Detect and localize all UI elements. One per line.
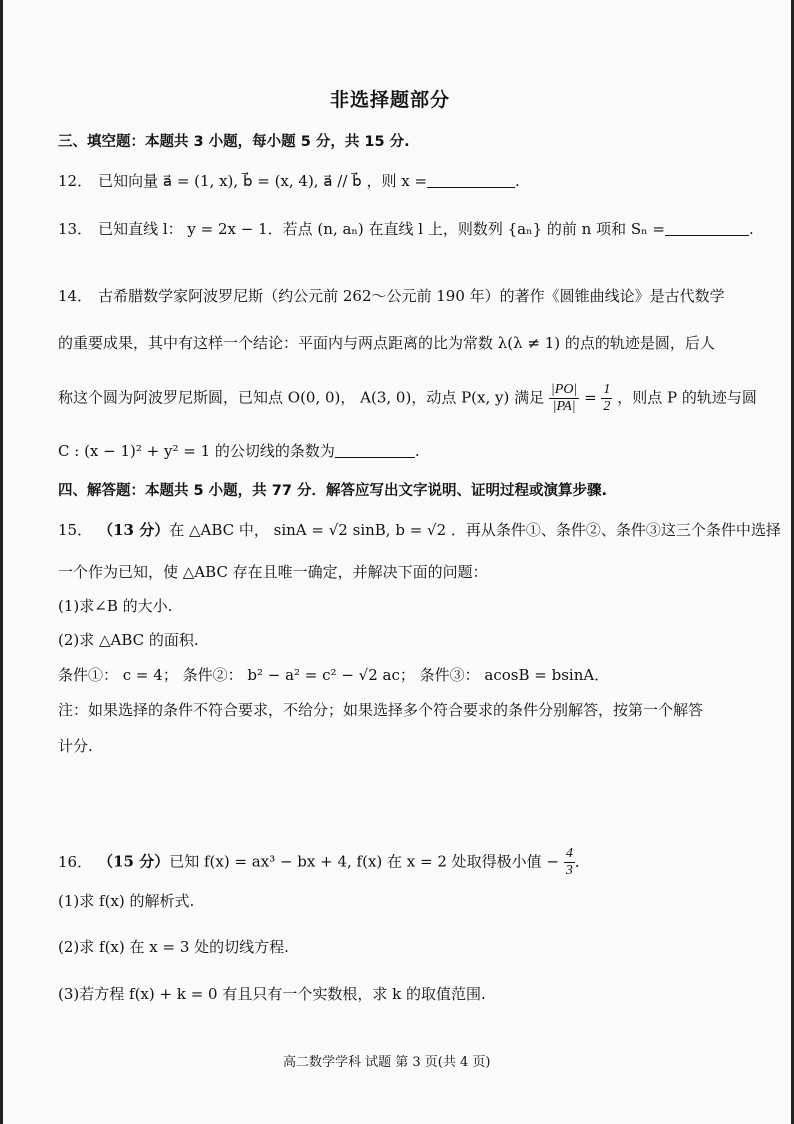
question-text: 称这个圆为阿波罗尼斯圆，已知点 O(0, 0)， A(3, 0)，动点 P(x, y) 满足	[58, 388, 545, 407]
question-15-part-1: (1)求∠B 的大小.	[58, 597, 173, 615]
question-score: （13 分）	[98, 521, 170, 539]
fraction-four-thirds	[564, 846, 575, 879]
question-15-note-2: 计分.	[58, 737, 93, 755]
answer-blank	[427, 173, 515, 188]
question-15-line-1	[58, 520, 781, 540]
fraction-one-half	[601, 382, 612, 415]
fraction-denominator: |PA|	[552, 399, 576, 414]
question-number: 15．	[58, 521, 93, 539]
answer-blank	[665, 221, 749, 236]
page-footer: 高二数学学科 试题 第 3 页(共 4 页)	[283, 1055, 491, 1070]
question-14-line-2: 的重要成果，其中有这样一个结论：平面内与两点距离的比为常数 λ(λ ≠ 1) 的点的轨迹是圆，后人	[58, 334, 715, 352]
question-15-line-2: 一个作为已知，使 △ABC 存在且唯一确定，并解决下面的问题：	[58, 563, 488, 581]
question-text: 已知 f(x) = ax³ − bx + 4, f(x) 在 x = 2 处取得极小值 −	[169, 852, 560, 871]
question-13	[58, 219, 754, 239]
question-number: 12．	[58, 172, 93, 190]
fraction-denominator: 3	[565, 863, 573, 878]
page-title: 非选择题部分	[330, 89, 451, 111]
question-16-line-1	[58, 846, 590, 879]
fraction-numerator: 1	[603, 382, 611, 397]
fraction-denominator: 2	[603, 399, 611, 414]
question-text: 在 △ABC 中， sinA = √2 sinB, b = √2 ．再从条件①、条件②、条件③这三个条件中选择	[169, 521, 781, 539]
question-16-part-2: (2)求 f(x) 在 x = 3 处的切线方程.	[58, 938, 289, 956]
question-tail: .	[414, 442, 420, 460]
section-3-header: 三、填空题：本题共 3 小题，每小题 5 分，共 15 分.	[58, 134, 410, 150]
question-text: 已知向量 a⃗ = (1, x), b⃗ = (x, 4), a⃗ // b⃗ ，则 x =	[98, 172, 428, 190]
question-text: C : (x − 1)² + y² = 1 的公切线的条数为	[58, 442, 335, 460]
question-15-part-2: (2)求 △ABC 的面积.	[58, 631, 199, 649]
question-text: 已知直线 l： y = 2x − 1．若点 (n, aₙ) 在直线 l 上，则数列 {aₙ} 的前 n 项和 Sₙ =	[98, 220, 665, 238]
fraction-numerator: 4	[565, 846, 573, 861]
question-tail: ．	[574, 852, 590, 871]
question-14-line-1	[58, 286, 725, 306]
equals-sign: =	[584, 388, 597, 407]
answer-blank	[335, 443, 415, 458]
question-number: 14．	[58, 287, 93, 305]
question-14-line-3	[58, 382, 757, 415]
question-number: 16．	[58, 852, 93, 871]
question-14-line-4	[58, 441, 420, 461]
question-number: 13．	[58, 220, 93, 238]
question-tail: .	[748, 220, 754, 238]
question-15-note-1: 注：如果选择的条件不符合要求，不给分；如果选择多个符合要求的条件分别解答，按第一个解答	[58, 701, 704, 719]
section-4-header: 四、解答题：本题共 5 小题，共 77 分．解答应写出文字说明、证明过程或演算步骤.	[58, 483, 607, 499]
question-tail: .	[515, 172, 520, 190]
question-text: ，则点 P 的轨迹与圆	[617, 388, 757, 407]
question-16-part-1: (1)求 f(x) 的解析式.	[58, 892, 195, 910]
question-16-part-3: (3)若方程 f(x) + k = 0 有且只有一个实数根，求 k 的取值范围.	[58, 985, 486, 1003]
question-score: （15 分）	[98, 852, 170, 871]
fraction-po-pa	[549, 382, 579, 415]
question-15-conditions: 条件①： c = 4； 条件②： b² − a² = c² − √2 ac； 条件③： acosB = bsinA．	[58, 666, 610, 684]
question-text: 古希腊数学家阿波罗尼斯（约公元前 262～公元前 190 年）的著作《圆锥曲线论》是古代数学	[98, 287, 725, 305]
question-12	[58, 171, 520, 191]
fraction-numerator: |PO|	[550, 382, 578, 397]
